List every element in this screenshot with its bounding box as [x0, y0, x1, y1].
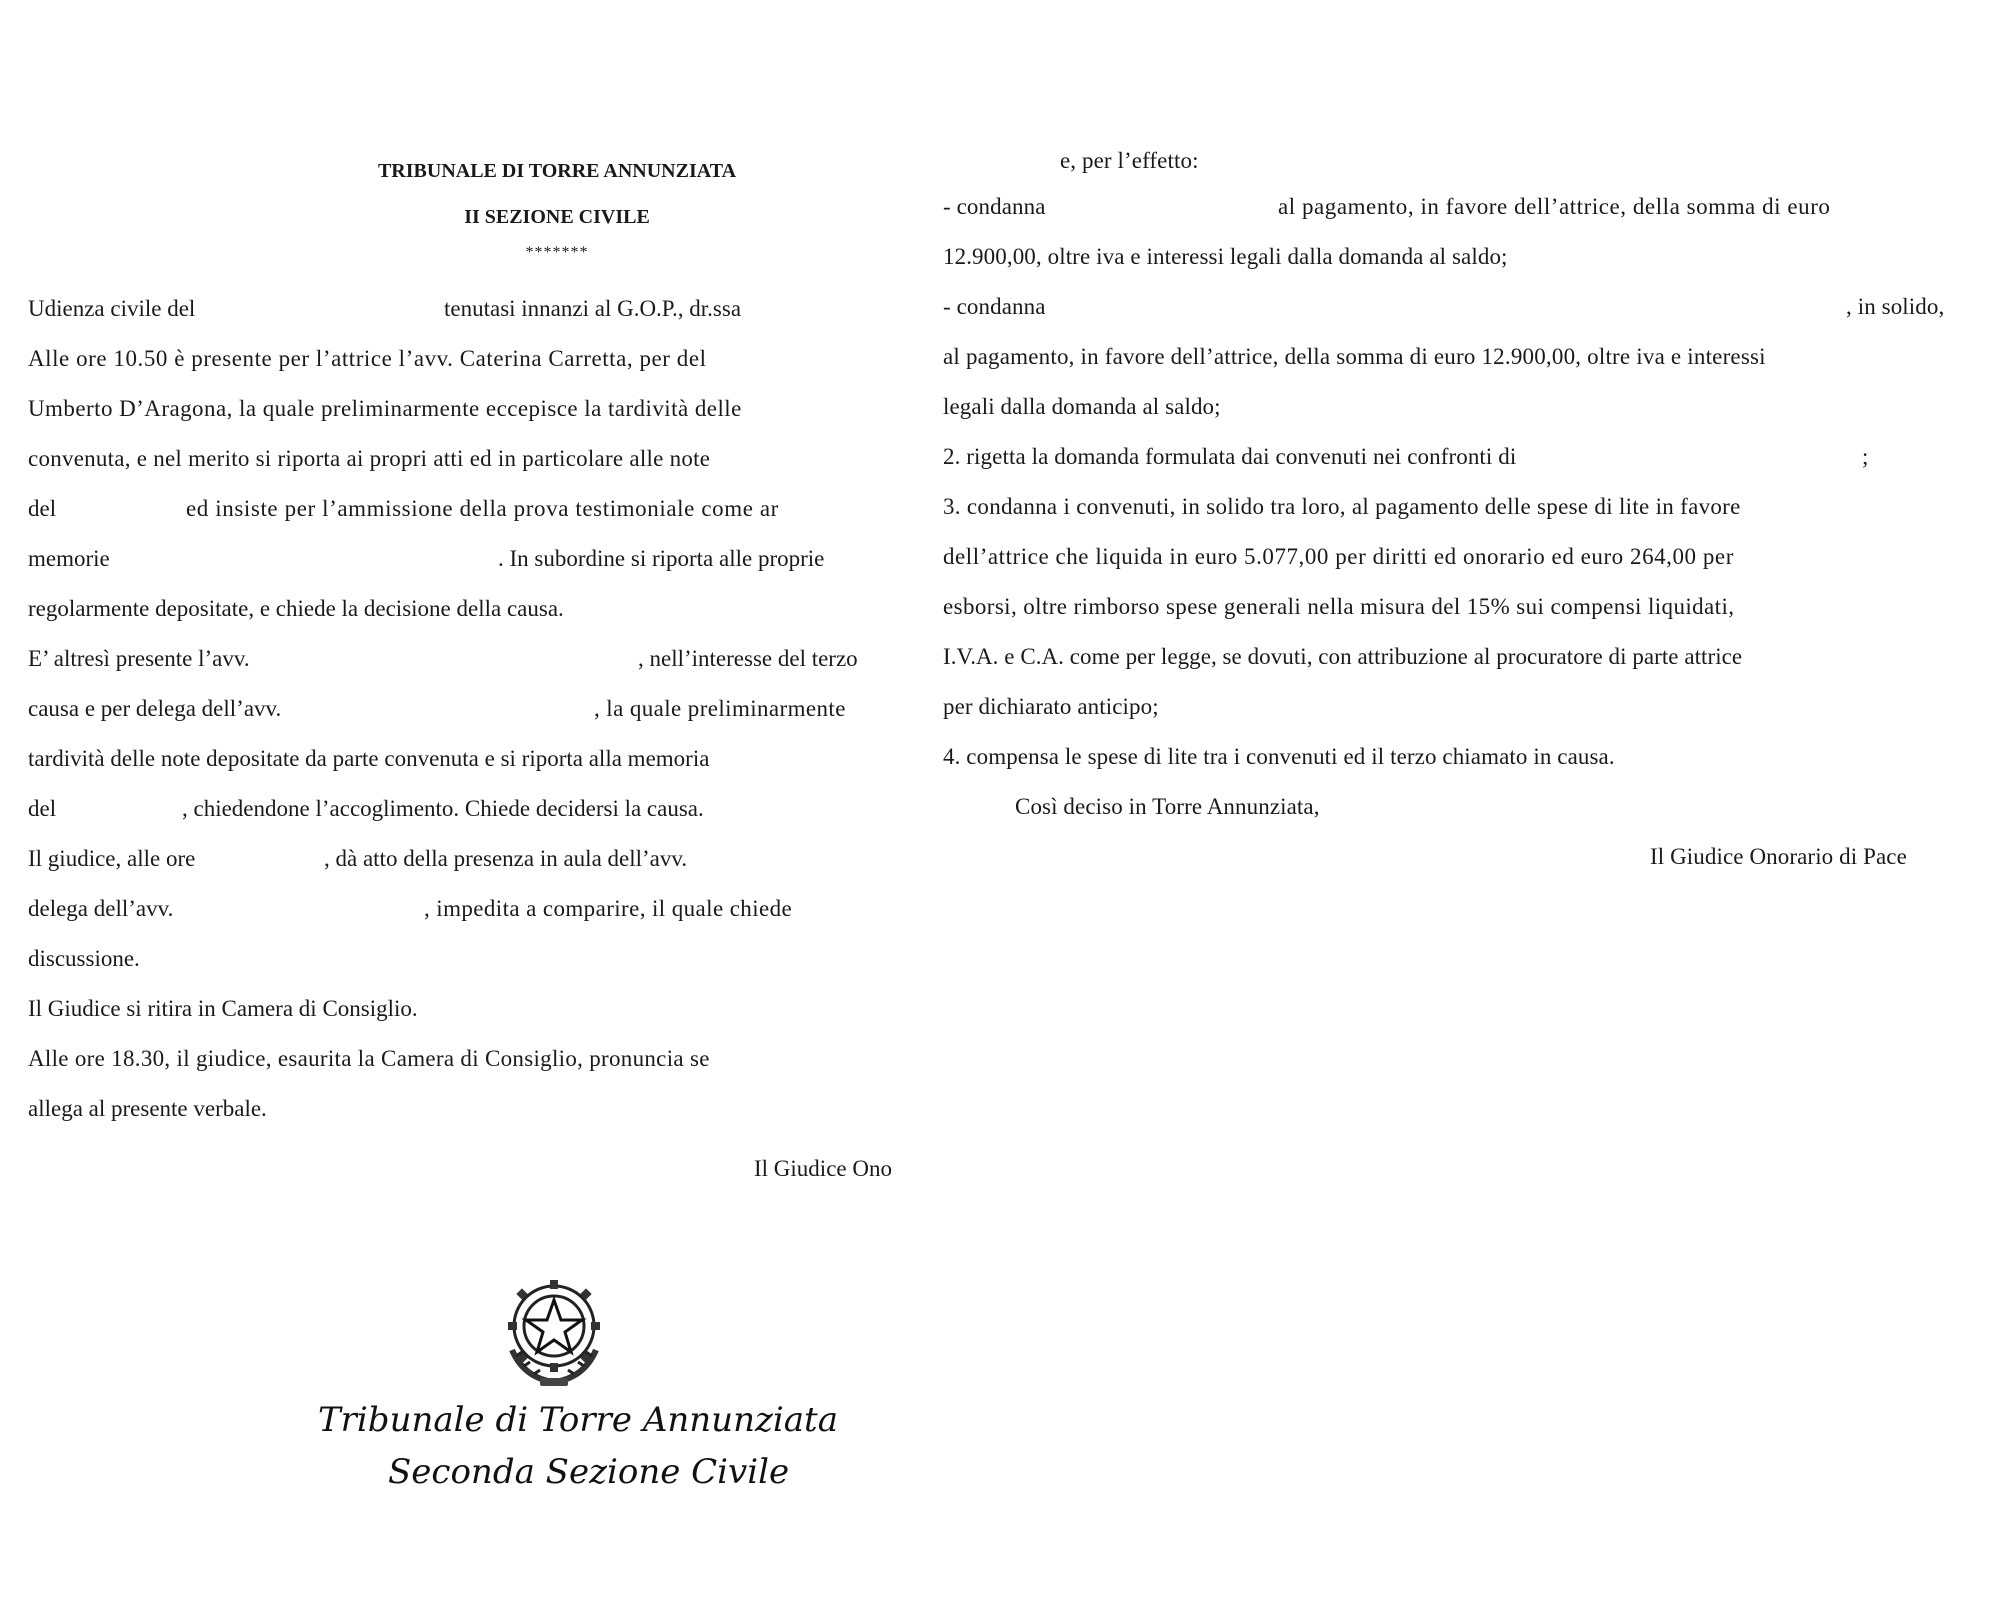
body-line: 2. rigetta la domanda formulata dai convenuti nei confronti di: [943, 444, 1517, 469]
court-title: TRIBUNALE DI TORRE ANNUNZIATA: [377, 160, 737, 182]
body-line: al pagamento, in favore dell’attrice, della somma di euro: [1278, 194, 1831, 219]
body-line: 12.900,00, oltre iva e interessi legali dalla domanda al saldo;: [943, 244, 1508, 269]
body-line: discussione.: [28, 946, 140, 971]
body-line: tardività delle note depositate da parte convenuta e si riporta alla memoria: [28, 746, 710, 771]
body-line: del: [28, 796, 57, 821]
body-line: e, per l’effetto:: [1060, 148, 1199, 173]
body-line: , in solido,: [1846, 294, 1945, 319]
body-line: , impedita a comparire, il quale chiede: [424, 896, 793, 921]
body-line: ;: [1862, 444, 1869, 469]
body-line: I.V.A. e C.A. come per legge, se dovuti, con attribuzione al procuratore di parte attrice: [943, 644, 1743, 669]
body-line: , dà atto della presenza in aula dell’avv.: [324, 846, 688, 871]
body-line: ed insiste per l’ammissione della prova testimoniale come ar: [186, 496, 779, 521]
body-line: per dichiarato anticipo;: [943, 694, 1159, 719]
body-line: dell’attrice che liquida in euro 5.077,00 per diritti ed onorario ed euro 264,00 per: [943, 544, 1734, 569]
body-line: Udienza civile del: [28, 296, 196, 321]
body-line: convenuta, e nel merito si riporta ai propri atti ed in particolare alle note: [28, 446, 711, 471]
body-line: tenutasi innanzi al G.O.P., dr.ssa: [444, 296, 742, 321]
body-line: , nell’interesse del terzo: [638, 646, 858, 671]
body-line: al pagamento, in favore dell’attrice, della somma di euro 12.900,00, oltre iva e interessi: [943, 344, 1766, 369]
section-title: II SEZIONE CIVILE: [464, 206, 650, 228]
signature-line: Il Giudice Ono: [754, 1156, 892, 1181]
body-line: , chiedendone l’accoglimento. Chiede decidersi la causa.: [182, 796, 704, 821]
separator: *******: [525, 244, 589, 261]
body-line: del: [28, 496, 57, 521]
body-line: Il Giudice si ritira in Camera di Consiglio.: [28, 996, 418, 1021]
body-line: legali dalla domanda al saldo;: [943, 394, 1221, 419]
body-line: - condanna: [943, 194, 1046, 219]
body-line: Alle ore 18.30, il giudice, esaurita la Camera di Consiglio, pronuncia se: [28, 1046, 710, 1071]
body-line: allega al presente verbale.: [28, 1096, 267, 1121]
italian-republic-emblem-icon: [494, 1270, 614, 1390]
body-line: . In subordine si riporta alle proprie: [498, 546, 825, 571]
body-line: causa e per delega dell’avv.: [28, 696, 282, 721]
body-line: 3. condanna i convenuti, in solido tra loro, al pagamento delle spese di lite in favore: [943, 494, 1741, 519]
stamp-court-name: Tribunale di Torre Annunziata: [318, 1400, 838, 1440]
body-line: Alle ore 10.50 è presente per l’attrice l’avv. Caterina Carretta, per del: [28, 346, 707, 371]
body-line: delega dell’avv.: [28, 896, 174, 921]
body-line: , la quale preliminarmente: [594, 696, 846, 721]
body-line: regolarmente depositate, e chiede la decisione della causa.: [28, 596, 564, 621]
body-line: esborsi, oltre rimborso spese generali nella misura del 15% sui compensi liquidati,: [943, 594, 1735, 619]
body-line: 4. compensa le spese di lite tra i convenuti ed il terzo chiamato in causa.: [943, 744, 1615, 769]
body-line: memorie: [28, 546, 110, 571]
body-line: Umberto D’Aragona, la quale preliminarmente eccepisce la tardività delle: [28, 396, 742, 421]
signature-line: Il Giudice Onorario di Pace: [1650, 844, 1907, 869]
stamp-section-name: Seconda Sezione Civile: [388, 1452, 790, 1492]
closing-line: Così deciso in Torre Annunziata,: [1015, 794, 1320, 819]
body-line: - condanna: [943, 294, 1046, 319]
left-body: [28, 290, 934, 1190]
body-line: E’ altresì presente l’avv.: [28, 646, 250, 671]
body-line: Il giudice, alle ore: [28, 846, 196, 871]
